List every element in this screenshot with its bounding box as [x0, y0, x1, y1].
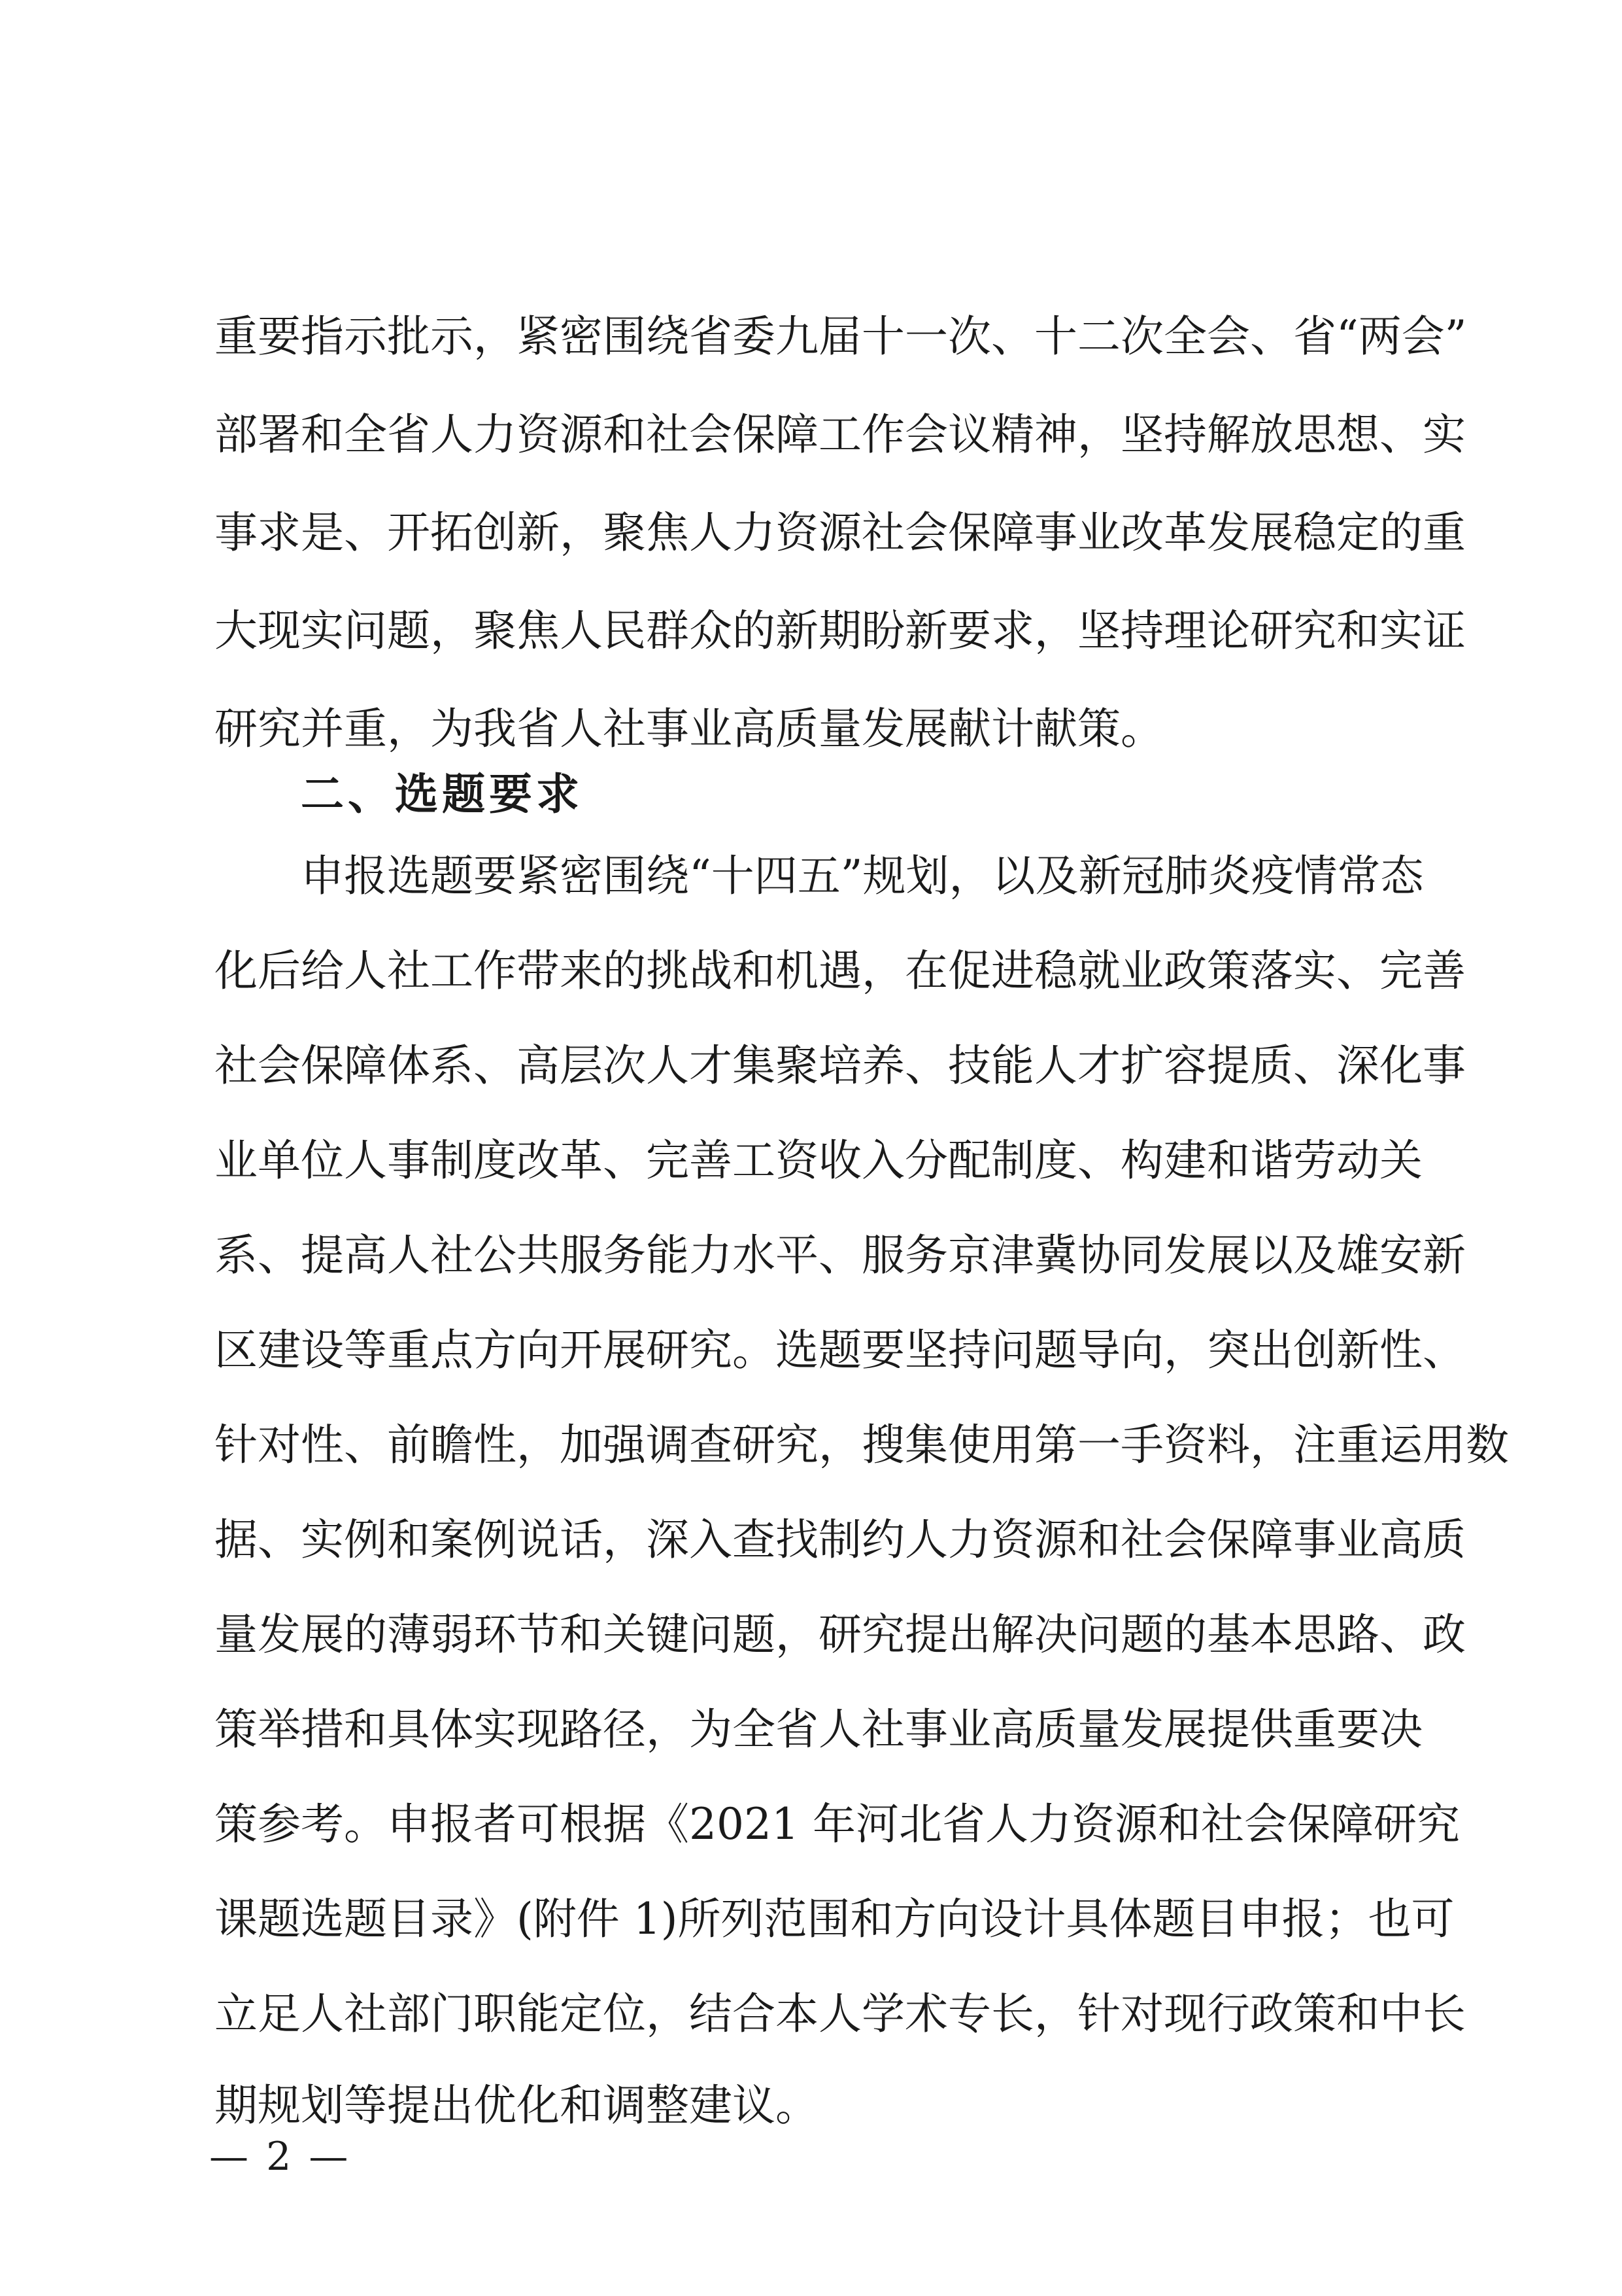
paragraph2-line: 策参考。申报者可根据《2021 年河北省人力资源和社会保障研究: [214, 1799, 1460, 1849]
section-heading: 二、选题要求: [301, 769, 583, 819]
paragraph2-line: 课题选题目录》(附件 1)所列范围和方向设计具体题目申报；也可: [214, 1894, 1455, 1944]
paragraph2-line: 量发展的薄弱环节和关键问题，研究提出解决问题的基本思路、政: [214, 1609, 1466, 1660]
paragraph2-line: 业单位人事制度改革、完善工资收入分配制度、构建和谐劳动关: [214, 1135, 1423, 1186]
paragraph1-line: 事求是、开拓创新，聚焦人力资源社会保障事业改革发展稳定的重: [214, 507, 1466, 558]
paragraph2-line: 社会保障体系、高层次人才集聚培养、技能人才扩容提质、深化事: [214, 1040, 1466, 1091]
paragraph1-line: 部署和全省人力资源和社会保障工作会议精神，坚持解放思想、实: [214, 409, 1466, 460]
paragraph2-line: 立足人社部门职能定位，结合本人学术专长，针对现行政策和中长: [214, 1989, 1466, 2039]
paragraph2-line: 据、实例和案例说话，深入查找制约人力资源和社会保障事业高质: [214, 1515, 1466, 1565]
paragraph1-line: 研究并重，为我省人社事业高质量发展献计献策。: [214, 704, 1164, 754]
paragraph2-line: 申报选题要紧密围绕“十四五”规划，以及新冠肺炎疫情常态: [301, 851, 1424, 901]
paragraph2-line: 化后给人社工作带来的挑战和机遇，在促进稳就业政策落实、完善: [214, 946, 1466, 996]
paragraph2-line: 区建设等重点方向开展研究。选题要坚持问题导向，突出创新性、: [214, 1325, 1466, 1375]
paragraph1-line: 重要指示批示，紧密围绕省委九届十一次、十二次全会、省“两会”: [214, 311, 1467, 362]
paragraph2-line: 针对性、前瞻性，加强调查研究，搜集使用第一手资料，注重运用数: [214, 1420, 1509, 1470]
paragraph2-line: 系、提高人社公共服务能力水平、服务京津冀协同发展以及雄安新: [214, 1230, 1466, 1280]
paragraph1-line: 大现实问题，聚焦人民群众的新期盼新要求，坚持理论研究和实证: [214, 606, 1466, 656]
paragraph2-line: 策举措和具体实现路径，为全省人社事业高质量发展提供重要决: [214, 1704, 1423, 1755]
paragraph2-line: 期规划等提出优化和调整建议。: [214, 2080, 819, 2131]
page-number: — 2 —: [209, 2134, 351, 2180]
